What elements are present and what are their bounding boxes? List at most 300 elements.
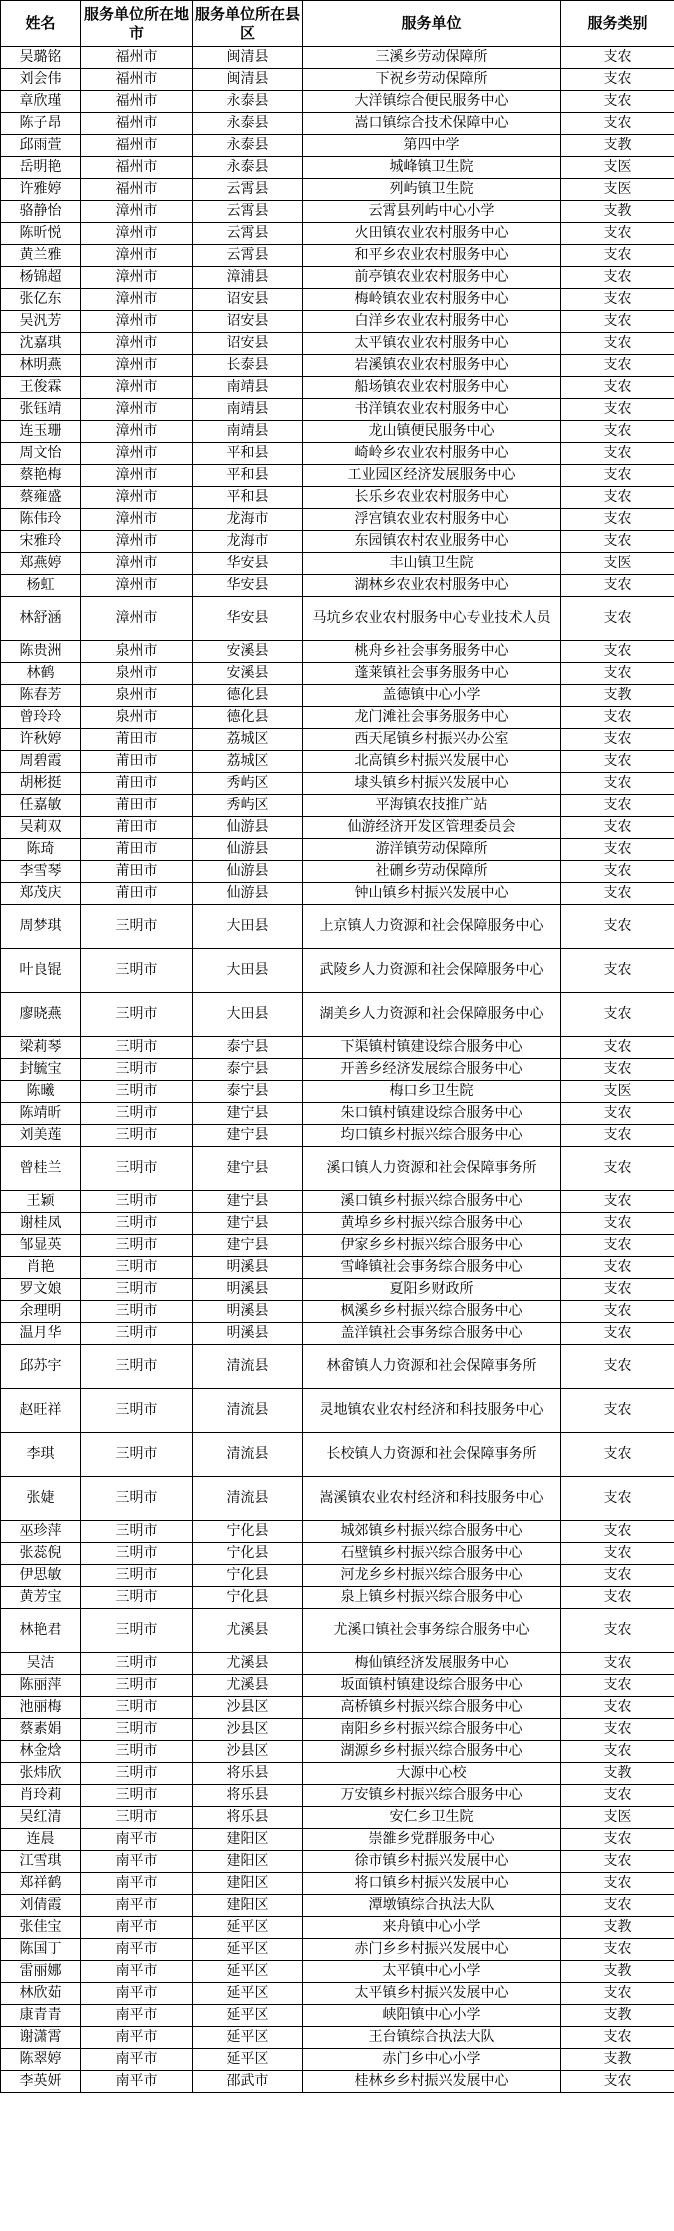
cell-name: 温月华 (1, 1323, 81, 1345)
cell-category: 支教 (561, 135, 674, 157)
cell-city: 福州市 (81, 135, 193, 157)
cell-category: 支农 (561, 663, 674, 685)
cell-county: 建阳区 (193, 1873, 303, 1895)
cell-city: 三明市 (81, 1697, 193, 1719)
cell-county: 明溪县 (193, 1257, 303, 1279)
cell-city: 三明市 (81, 1653, 193, 1675)
cell-unit: 盖德镇中心小学 (303, 685, 561, 707)
cell-unit: 和平乡农业农村服务中心 (303, 245, 561, 267)
table-row (1, 2027, 674, 2049)
header-row (1, 1, 674, 47)
table-row (1, 421, 674, 443)
cell-county: 德化县 (193, 707, 303, 729)
cell-name: 巫珍萍 (1, 1521, 81, 1543)
cell-city: 漳州市 (81, 531, 193, 553)
table-row (1, 1059, 674, 1081)
cell-name: 沈嘉琪 (1, 333, 81, 355)
table-row (1, 2049, 674, 2071)
cell-county: 建宁县 (193, 1147, 303, 1191)
cell-city: 南平市 (81, 2005, 193, 2027)
table-row (1, 993, 674, 1037)
cell-county: 建宁县 (193, 1125, 303, 1147)
cell-category: 支农 (561, 1345, 674, 1389)
cell-name: 曾玲玲 (1, 707, 81, 729)
cell-unit: 下渠镇村镇建设综合服务中心 (303, 1037, 561, 1059)
header-name: 姓名 (1, 1, 81, 47)
cell-category: 支农 (561, 1323, 674, 1345)
table-row (1, 883, 674, 905)
cell-unit: 南阳乡乡村振兴综合服务中心 (303, 1719, 561, 1741)
cell-category: 支农 (561, 751, 674, 773)
table-row (1, 1191, 674, 1213)
cell-unit: 书洋镇农业农村服务中心 (303, 399, 561, 421)
cell-name: 陈伟玲 (1, 509, 81, 531)
cell-unit: 城郊镇乡村振兴综合服务中心 (303, 1521, 561, 1543)
cell-unit: 尤溪口镇社会事务综合服务中心 (303, 1609, 561, 1653)
cell-county: 南靖县 (193, 377, 303, 399)
cell-name: 曾桂兰 (1, 1147, 81, 1191)
cell-name: 陈曦 (1, 1081, 81, 1103)
cell-city: 漳州市 (81, 575, 193, 597)
cell-unit: 长乐乡农业农村服务中心 (303, 487, 561, 509)
cell-category: 支医 (561, 553, 674, 575)
cell-unit: 游洋镇劳动保障所 (303, 839, 561, 861)
cell-category: 支农 (561, 1829, 674, 1851)
cell-county: 闽清县 (193, 47, 303, 69)
cell-category: 支教 (561, 2005, 674, 2027)
cell-unit: 仙游经济开发区管理委员会 (303, 817, 561, 839)
cell-name: 王俊霖 (1, 377, 81, 399)
cell-city: 南平市 (81, 1939, 193, 1961)
cell-county: 宁化县 (193, 1543, 303, 1565)
cell-unit: 梅岭镇农业农村服务中心 (303, 289, 561, 311)
cell-city: 南平市 (81, 1961, 193, 1983)
cell-city: 三明市 (81, 1389, 193, 1433)
cell-category: 支农 (561, 531, 674, 553)
table-row (1, 1521, 674, 1543)
cell-category: 支农 (561, 1235, 674, 1257)
cell-city: 漳州市 (81, 223, 193, 245)
cell-name: 郑燕婷 (1, 553, 81, 575)
cell-category: 支农 (561, 91, 674, 113)
cell-category: 支农 (561, 1587, 674, 1609)
cell-county: 诏安县 (193, 289, 303, 311)
cell-name: 谢潇霄 (1, 2027, 81, 2049)
cell-unit: 第四中学 (303, 135, 561, 157)
cell-city: 漳州市 (81, 399, 193, 421)
table-row (1, 1587, 674, 1609)
table-row (1, 575, 674, 597)
cell-city: 三明市 (81, 1081, 193, 1103)
cell-category: 支农 (561, 1147, 674, 1191)
cell-city: 南平市 (81, 2071, 193, 2093)
cell-category: 支农 (561, 1675, 674, 1697)
cell-name: 杨锦超 (1, 267, 81, 289)
cell-category: 支教 (561, 1961, 674, 1983)
table-row (1, 1103, 674, 1125)
cell-county: 尤溪县 (193, 1675, 303, 1697)
cell-name: 张婕 (1, 1477, 81, 1521)
cell-category: 支农 (561, 575, 674, 597)
table-row (1, 553, 674, 575)
cell-county: 仙游县 (193, 883, 303, 905)
cell-city: 南平市 (81, 1851, 193, 1873)
cell-county: 建宁县 (193, 1213, 303, 1235)
cell-category: 支教 (561, 201, 674, 223)
cell-category: 支医 (561, 157, 674, 179)
cell-city: 莆田市 (81, 751, 193, 773)
table-row (1, 1257, 674, 1279)
table-row (1, 839, 674, 861)
cell-name: 胡彬挺 (1, 773, 81, 795)
cell-city: 三明市 (81, 1543, 193, 1565)
table-row (1, 1147, 674, 1191)
cell-name: 吴璐铭 (1, 47, 81, 69)
cell-unit: 前亭镇农业农村服务中心 (303, 267, 561, 289)
table-row (1, 795, 674, 817)
cell-unit: 石壁镇乡村振兴综合服务中心 (303, 1543, 561, 1565)
cell-county: 龙海市 (193, 531, 303, 553)
cell-name: 伊思敏 (1, 1565, 81, 1587)
cell-county: 安溪县 (193, 663, 303, 685)
cell-county: 延平区 (193, 1939, 303, 1961)
cell-unit: 北高镇乡村振兴发展中心 (303, 751, 561, 773)
cell-county: 宁化县 (193, 1565, 303, 1587)
cell-name: 赵旺祥 (1, 1389, 81, 1433)
cell-unit: 下祝乡劳动保障所 (303, 69, 561, 91)
cell-city: 三明市 (81, 1587, 193, 1609)
table-row (1, 1301, 674, 1323)
cell-category: 支农 (561, 1191, 674, 1213)
cell-unit: 湖林乡农业农村服务中心 (303, 575, 561, 597)
cell-city: 三明市 (81, 1279, 193, 1301)
cell-name: 宋雅玲 (1, 531, 81, 553)
cell-unit: 桂林乡乡村振兴发展中心 (303, 2071, 561, 2093)
cell-city: 南平市 (81, 1829, 193, 1851)
cell-city: 莆田市 (81, 861, 193, 883)
cell-category: 支农 (561, 839, 674, 861)
cell-unit: 上京镇人力资源和社会保障服务中心 (303, 905, 561, 949)
cell-category: 支医 (561, 1807, 674, 1829)
cell-county: 将乐县 (193, 1785, 303, 1807)
cell-name: 肖玲莉 (1, 1785, 81, 1807)
cell-city: 三明市 (81, 1477, 193, 1521)
table-row (1, 201, 674, 223)
cell-city: 福州市 (81, 47, 193, 69)
cell-unit: 太平镇乡村振兴发展中心 (303, 1983, 561, 2005)
table-row (1, 1543, 674, 1565)
cell-county: 南靖县 (193, 399, 303, 421)
cell-category: 支农 (561, 2027, 674, 2049)
table-row (1, 2005, 674, 2027)
cell-city: 南平市 (81, 1983, 193, 2005)
cell-category: 支农 (561, 245, 674, 267)
cell-county: 漳浦县 (193, 267, 303, 289)
cell-name: 陈琦 (1, 839, 81, 861)
cell-county: 清流县 (193, 1345, 303, 1389)
cell-name: 吴红清 (1, 1807, 81, 1829)
cell-name: 林舒涵 (1, 597, 81, 641)
cell-category: 支农 (561, 861, 674, 883)
table-row (1, 597, 674, 641)
cell-name: 林金焓 (1, 1741, 81, 1763)
cell-county: 仙游县 (193, 839, 303, 861)
cell-category: 支农 (561, 707, 674, 729)
cell-category: 支农 (561, 1543, 674, 1565)
cell-unit: 龙山镇便民服务中心 (303, 421, 561, 443)
cell-city: 三明市 (81, 1741, 193, 1763)
cell-name: 陈翠婷 (1, 2049, 81, 2071)
cell-city: 莆田市 (81, 839, 193, 861)
cell-name: 陈贵洲 (1, 641, 81, 663)
cell-city: 三明市 (81, 1609, 193, 1653)
cell-city: 福州市 (81, 179, 193, 201)
cell-category: 支农 (561, 69, 674, 91)
table-row (1, 1037, 674, 1059)
cell-city: 莆田市 (81, 729, 193, 751)
cell-county: 建宁县 (193, 1103, 303, 1125)
cell-name: 陈国丁 (1, 1939, 81, 1961)
cell-name: 章欣瑾 (1, 91, 81, 113)
cell-city: 三明市 (81, 1301, 193, 1323)
cell-category: 支农 (561, 399, 674, 421)
cell-county: 长泰县 (193, 355, 303, 377)
table-row (1, 47, 674, 69)
cell-name: 张亿东 (1, 289, 81, 311)
table-row (1, 91, 674, 113)
cell-city: 三明市 (81, 1147, 193, 1191)
cell-county: 建阳区 (193, 1895, 303, 1917)
cell-unit: 梅口乡卫生院 (303, 1081, 561, 1103)
cell-name: 陈丽萍 (1, 1675, 81, 1697)
table-row (1, 333, 674, 355)
cell-name: 谢桂凤 (1, 1213, 81, 1235)
table-row (1, 729, 674, 751)
cell-category: 支农 (561, 465, 674, 487)
cell-category: 支农 (561, 1521, 674, 1543)
cell-unit: 坂面镇村镇建设综合服务中心 (303, 1675, 561, 1697)
cell-category: 支农 (561, 1301, 674, 1323)
cell-unit: 岩溪镇农业农村服务中心 (303, 355, 561, 377)
cell-city: 漳州市 (81, 355, 193, 377)
cell-city: 南平市 (81, 2027, 193, 2049)
table-row (1, 1807, 674, 1829)
cell-unit: 灵地镇农业农村经济和科技服务中心 (303, 1389, 561, 1433)
cell-county: 将乐县 (193, 1807, 303, 1829)
cell-county: 秀屿区 (193, 795, 303, 817)
header-category: 服务类别 (561, 1, 674, 47)
cell-name: 张钰靖 (1, 399, 81, 421)
cell-county: 荔城区 (193, 751, 303, 773)
cell-county: 泰宁县 (193, 1081, 303, 1103)
cell-category: 支农 (561, 289, 674, 311)
cell-county: 延平区 (193, 1961, 303, 1983)
table-row (1, 1081, 674, 1103)
cell-county: 大田县 (193, 949, 303, 993)
cell-name: 周碧霞 (1, 751, 81, 773)
cell-city: 漳州市 (81, 553, 193, 575)
table-row (1, 1961, 674, 1983)
cell-unit: 朱口镇村镇建设综合服务中心 (303, 1103, 561, 1125)
cell-category: 支农 (561, 47, 674, 69)
cell-city: 漳州市 (81, 311, 193, 333)
table-row (1, 1895, 674, 1917)
cell-category: 支农 (561, 223, 674, 245)
cell-name: 王颖 (1, 1191, 81, 1213)
cell-city: 三明市 (81, 1257, 193, 1279)
cell-county: 云霄县 (193, 245, 303, 267)
cell-county: 延平区 (193, 1983, 303, 2005)
cell-name: 陈昕悦 (1, 223, 81, 245)
cell-category: 支农 (561, 1037, 674, 1059)
table-row (1, 509, 674, 531)
cell-category: 支农 (561, 1697, 674, 1719)
cell-unit: 工业园区经济发展服务中心 (303, 465, 561, 487)
cell-city: 莆田市 (81, 773, 193, 795)
cell-unit: 船场镇农业农村服务中心 (303, 377, 561, 399)
cell-county: 清流县 (193, 1477, 303, 1521)
cell-category: 支农 (561, 1741, 674, 1763)
cell-category: 支农 (561, 1059, 674, 1081)
cell-county: 建阳区 (193, 1829, 303, 1851)
cell-city: 南平市 (81, 1873, 193, 1895)
cell-name: 罗文娘 (1, 1279, 81, 1301)
cell-unit: 三溪乡劳动保障所 (303, 47, 561, 69)
cell-city: 三明市 (81, 1807, 193, 1829)
cell-county: 将乐县 (193, 1763, 303, 1785)
cell-category: 支农 (561, 1565, 674, 1587)
cell-county: 仙游县 (193, 817, 303, 839)
cell-county: 建宁县 (193, 1191, 303, 1213)
cell-county: 大田县 (193, 905, 303, 949)
table-row (1, 861, 674, 883)
cell-unit: 梅仙镇经济发展服务中心 (303, 1653, 561, 1675)
cell-unit: 溪口镇乡村振兴综合服务中心 (303, 1191, 561, 1213)
cell-unit: 嵩溪镇农业农村经济和科技服务中心 (303, 1477, 561, 1521)
cell-city: 泉州市 (81, 641, 193, 663)
cell-category: 支农 (561, 333, 674, 355)
cell-city: 漳州市 (81, 289, 193, 311)
cell-unit: 云霄县列屿中心小学 (303, 201, 561, 223)
cell-name: 周梦琪 (1, 905, 81, 949)
cell-city: 漳州市 (81, 267, 193, 289)
cell-name: 张佳宝 (1, 1917, 81, 1939)
cell-city: 三明市 (81, 1103, 193, 1125)
cell-county: 华安县 (193, 575, 303, 597)
cell-unit: 王台镇综合执法大队 (303, 2027, 561, 2049)
table-row (1, 69, 674, 91)
cell-name: 蔡艳梅 (1, 465, 81, 487)
cell-county: 云霄县 (193, 201, 303, 223)
header-unit: 服务单位 (303, 1, 561, 47)
cell-unit: 安仁乡卫生院 (303, 1807, 561, 1829)
cell-unit: 潭墩镇综合执法大队 (303, 1895, 561, 1917)
cell-county: 明溪县 (193, 1323, 303, 1345)
cell-name: 蔡雍盛 (1, 487, 81, 509)
cell-city: 三明市 (81, 1125, 193, 1147)
cell-city: 三明市 (81, 1037, 193, 1059)
cell-county: 平和县 (193, 487, 303, 509)
cell-city: 漳州市 (81, 597, 193, 641)
cell-city: 漳州市 (81, 333, 193, 355)
table-row (1, 135, 674, 157)
cell-category: 支医 (561, 179, 674, 201)
table-row (1, 311, 674, 333)
cell-unit: 丰山镇卫生院 (303, 553, 561, 575)
table-row (1, 773, 674, 795)
cell-city: 福州市 (81, 113, 193, 135)
cell-county: 永泰县 (193, 157, 303, 179)
cell-county: 华安县 (193, 553, 303, 575)
cell-unit: 崎岭乡农业农村服务中心 (303, 443, 561, 465)
cell-county: 大田县 (193, 993, 303, 1037)
cell-category: 支农 (561, 949, 674, 993)
table-row (1, 157, 674, 179)
cell-name: 邱苏宇 (1, 1345, 81, 1389)
cell-unit: 大源中心校 (303, 1763, 561, 1785)
cell-category: 支农 (561, 267, 674, 289)
cell-category: 支农 (561, 311, 674, 333)
cell-name: 林欣茹 (1, 1983, 81, 2005)
cell-name: 梁莉琴 (1, 1037, 81, 1059)
cell-name: 任嘉敏 (1, 795, 81, 817)
cell-unit: 平海镇农技推广站 (303, 795, 561, 817)
cell-city: 三明市 (81, 1059, 193, 1081)
cell-city: 漳州市 (81, 465, 193, 487)
cell-unit: 龙门滩社会事务服务中心 (303, 707, 561, 729)
cell-unit: 桃舟乡社会事务服务中心 (303, 641, 561, 663)
cell-unit: 盖洋镇社会事务综合服务中心 (303, 1323, 561, 1345)
cell-unit: 泉上镇乡村振兴综合服务中心 (303, 1587, 561, 1609)
cell-unit: 黄埠乡乡村振兴综合服务中心 (303, 1213, 561, 1235)
table-row (1, 1345, 674, 1389)
cell-category: 支农 (561, 443, 674, 465)
cell-county: 永泰县 (193, 91, 303, 113)
cell-city: 漳州市 (81, 487, 193, 509)
cell-city: 三明市 (81, 1191, 193, 1213)
cell-category: 支农 (561, 1719, 674, 1741)
table-row (1, 1697, 674, 1719)
table-row (1, 1279, 674, 1301)
cell-county: 沙县区 (193, 1741, 303, 1763)
cell-name: 林艳君 (1, 1609, 81, 1653)
cell-county: 平和县 (193, 465, 303, 487)
cell-category: 支农 (561, 1433, 674, 1477)
cell-category: 支农 (561, 1653, 674, 1675)
table-row (1, 1851, 674, 1873)
cell-name: 刘倩霞 (1, 1895, 81, 1917)
table-row (1, 245, 674, 267)
cell-unit: 马坑乡农业农村服务中心专业技术人员 (303, 597, 561, 641)
cell-category: 支农 (561, 1125, 674, 1147)
table-row (1, 751, 674, 773)
cell-name: 李琪 (1, 1433, 81, 1477)
cell-unit: 崇雒乡党群服务中心 (303, 1829, 561, 1851)
cell-county: 德化县 (193, 685, 303, 707)
cell-county: 闽清县 (193, 69, 303, 91)
table-row (1, 1433, 674, 1477)
cell-category: 支农 (561, 509, 674, 531)
cell-city: 福州市 (81, 91, 193, 113)
table-row (1, 267, 674, 289)
cell-category: 支农 (561, 1103, 674, 1125)
cell-city: 三明市 (81, 1433, 193, 1477)
table-row (1, 487, 674, 509)
cell-county: 安溪县 (193, 641, 303, 663)
cell-county: 诏安县 (193, 311, 303, 333)
cell-unit: 高桥镇乡村振兴综合服务中心 (303, 1697, 561, 1719)
cell-unit: 城峰镇卫生院 (303, 157, 561, 179)
